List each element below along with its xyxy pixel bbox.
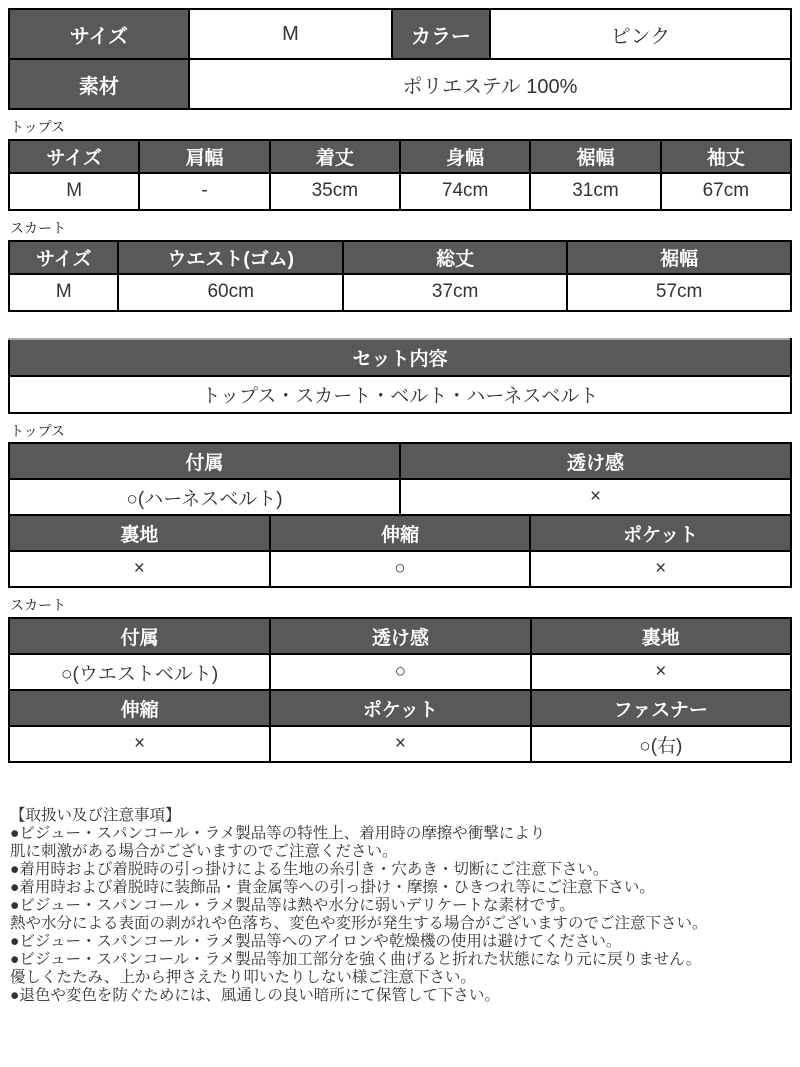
care-note-line: ●退色や変色を防ぐためには、風通しの良い暗所にて保管して下さい。 <box>10 987 500 1005</box>
detail-value-cell: ○(ウエストベルト) <box>9 654 270 690</box>
tops-measurement-table <box>8 139 792 211</box>
column-header: 付属 <box>9 618 270 654</box>
set-contents-value: トップス・スカート・ベルト・ハーネスベルト <box>9 376 791 413</box>
tops-detail-table <box>8 442 792 588</box>
size-value-cell: M <box>189 9 392 59</box>
measurement-cell: M <box>9 274 118 311</box>
table-row <box>9 654 791 690</box>
detail-value-cell: ○ <box>270 551 531 587</box>
care-notes-title: 【取扱い及び注意事項】 <box>10 807 181 825</box>
table-row <box>9 376 791 413</box>
column-header: サイズ <box>9 140 139 173</box>
measurement-cell: 57cm <box>567 274 791 311</box>
column-header: 総丈 <box>343 241 567 274</box>
care-note-line: ●着用時および着脱時に装飾品・貴金属等への引っ掛け・摩擦・ひきつれ等にご注意下さい。 <box>10 879 655 897</box>
care-note-line: ●ビジュー・スパンコール・ラメ製品等へのアイロンや乾燥機の使用は避けてください。 <box>10 933 622 951</box>
column-header: ウエスト(ゴム) <box>118 241 342 274</box>
measurement-cell: 37cm <box>343 274 567 311</box>
detail-value-cell: ○(ハーネスベルト) <box>9 479 400 515</box>
care-note-line: ●ビジュー・スパンコール・ラメ製品等の特性上、着用時の摩擦や衝撃により <box>10 825 546 843</box>
table-row <box>9 140 791 173</box>
column-header: ファスナー <box>531 690 791 726</box>
column-header: 着丈 <box>270 140 400 173</box>
care-note-line: ●着用時および着脱時の引っ掛けによる生地の糸引き・穴あき・切断にご注意下さい。 <box>10 861 609 879</box>
column-header: 透け感 <box>400 443 791 479</box>
column-header: ポケット <box>530 515 791 551</box>
table-row <box>9 690 791 726</box>
color-header-cell: カラー <box>392 9 490 59</box>
column-header: 裏地 <box>531 618 791 654</box>
detail-value-cell: ○(右) <box>531 726 791 762</box>
care-note-line: 肌に刺激がある場合がございますのでご注意ください。 <box>10 843 398 861</box>
column-header: 裏地 <box>9 515 270 551</box>
detail-value-cell: × <box>531 654 791 690</box>
table-row <box>9 9 791 59</box>
detail-value-cell: × <box>270 726 530 762</box>
column-header: サイズ <box>9 241 118 274</box>
table-row <box>9 274 791 311</box>
care-note-line: 優しくたたみ、上から押さえたり叩いたりしない様ご注意下さい。 <box>10 969 476 987</box>
measurement-cell: M <box>9 173 139 210</box>
table-row <box>9 479 791 515</box>
detail-value-cell: × <box>9 726 270 762</box>
measurement-cell: 74cm <box>400 173 530 210</box>
column-header: 伸縮 <box>9 690 270 726</box>
skirt-section-label: スカート <box>10 219 66 236</box>
detail-value-cell: × <box>530 551 791 587</box>
table-row <box>9 173 791 210</box>
care-note-line: ●ビジュー・スパンコール・ラメ製品等は熱や水分に弱いデリケートな素材です。 <box>10 897 575 915</box>
care-note-line: 熱や水分による表面の剥がれや色落ち、変色や変形が発生する場合がございますのでご注意下さい。 <box>10 915 708 933</box>
care-note-line: ●ビジュー・スパンコール・ラメ製品等加工部分を強く曲げると折れた状態になり元に戻りません。 <box>10 951 702 969</box>
table-row <box>9 443 791 479</box>
tops-section-label: トップス <box>10 119 66 135</box>
size-color-material-table <box>8 8 792 110</box>
set-contents-table <box>8 338 792 414</box>
tops-detail-section-label: トップス <box>10 422 66 439</box>
size-header-cell: サイズ <box>9 9 189 59</box>
column-header: 裾幅 <box>530 140 660 173</box>
table-row <box>9 59 791 109</box>
detail-value-cell: × <box>400 479 791 515</box>
table-row <box>9 618 791 654</box>
material-header-cell: 素材 <box>9 59 189 109</box>
measurement-cell: - <box>139 173 269 210</box>
column-header: ポケット <box>270 690 530 726</box>
measurement-cell: 67cm <box>661 173 791 210</box>
skirt-detail-section-label: スカート <box>10 597 66 614</box>
material-value-cell: ポリエステル 100% <box>189 59 791 109</box>
table-row <box>9 339 791 376</box>
table-row <box>9 551 791 587</box>
detail-value-cell: ○ <box>270 654 530 690</box>
skirt-detail-table <box>8 617 792 763</box>
column-header: 透け感 <box>270 618 530 654</box>
table-row <box>9 515 791 551</box>
column-header: 伸縮 <box>270 515 531 551</box>
column-header: 裾幅 <box>567 241 791 274</box>
measurement-cell: 35cm <box>270 173 400 210</box>
measurement-cell: 60cm <box>118 274 342 311</box>
table-row <box>9 726 791 762</box>
column-header: 身幅 <box>400 140 530 173</box>
skirt-measurement-table <box>8 240 792 312</box>
column-header: 袖丈 <box>661 140 791 173</box>
set-contents-header: セット内容 <box>9 339 791 376</box>
measurement-cell: 31cm <box>530 173 660 210</box>
column-header: 肩幅 <box>139 140 269 173</box>
care-notes <box>10 807 792 1005</box>
table-row <box>9 241 791 274</box>
detail-value-cell: × <box>9 551 270 587</box>
column-header: 付属 <box>9 443 400 479</box>
color-value-cell: ピンク <box>490 9 791 59</box>
